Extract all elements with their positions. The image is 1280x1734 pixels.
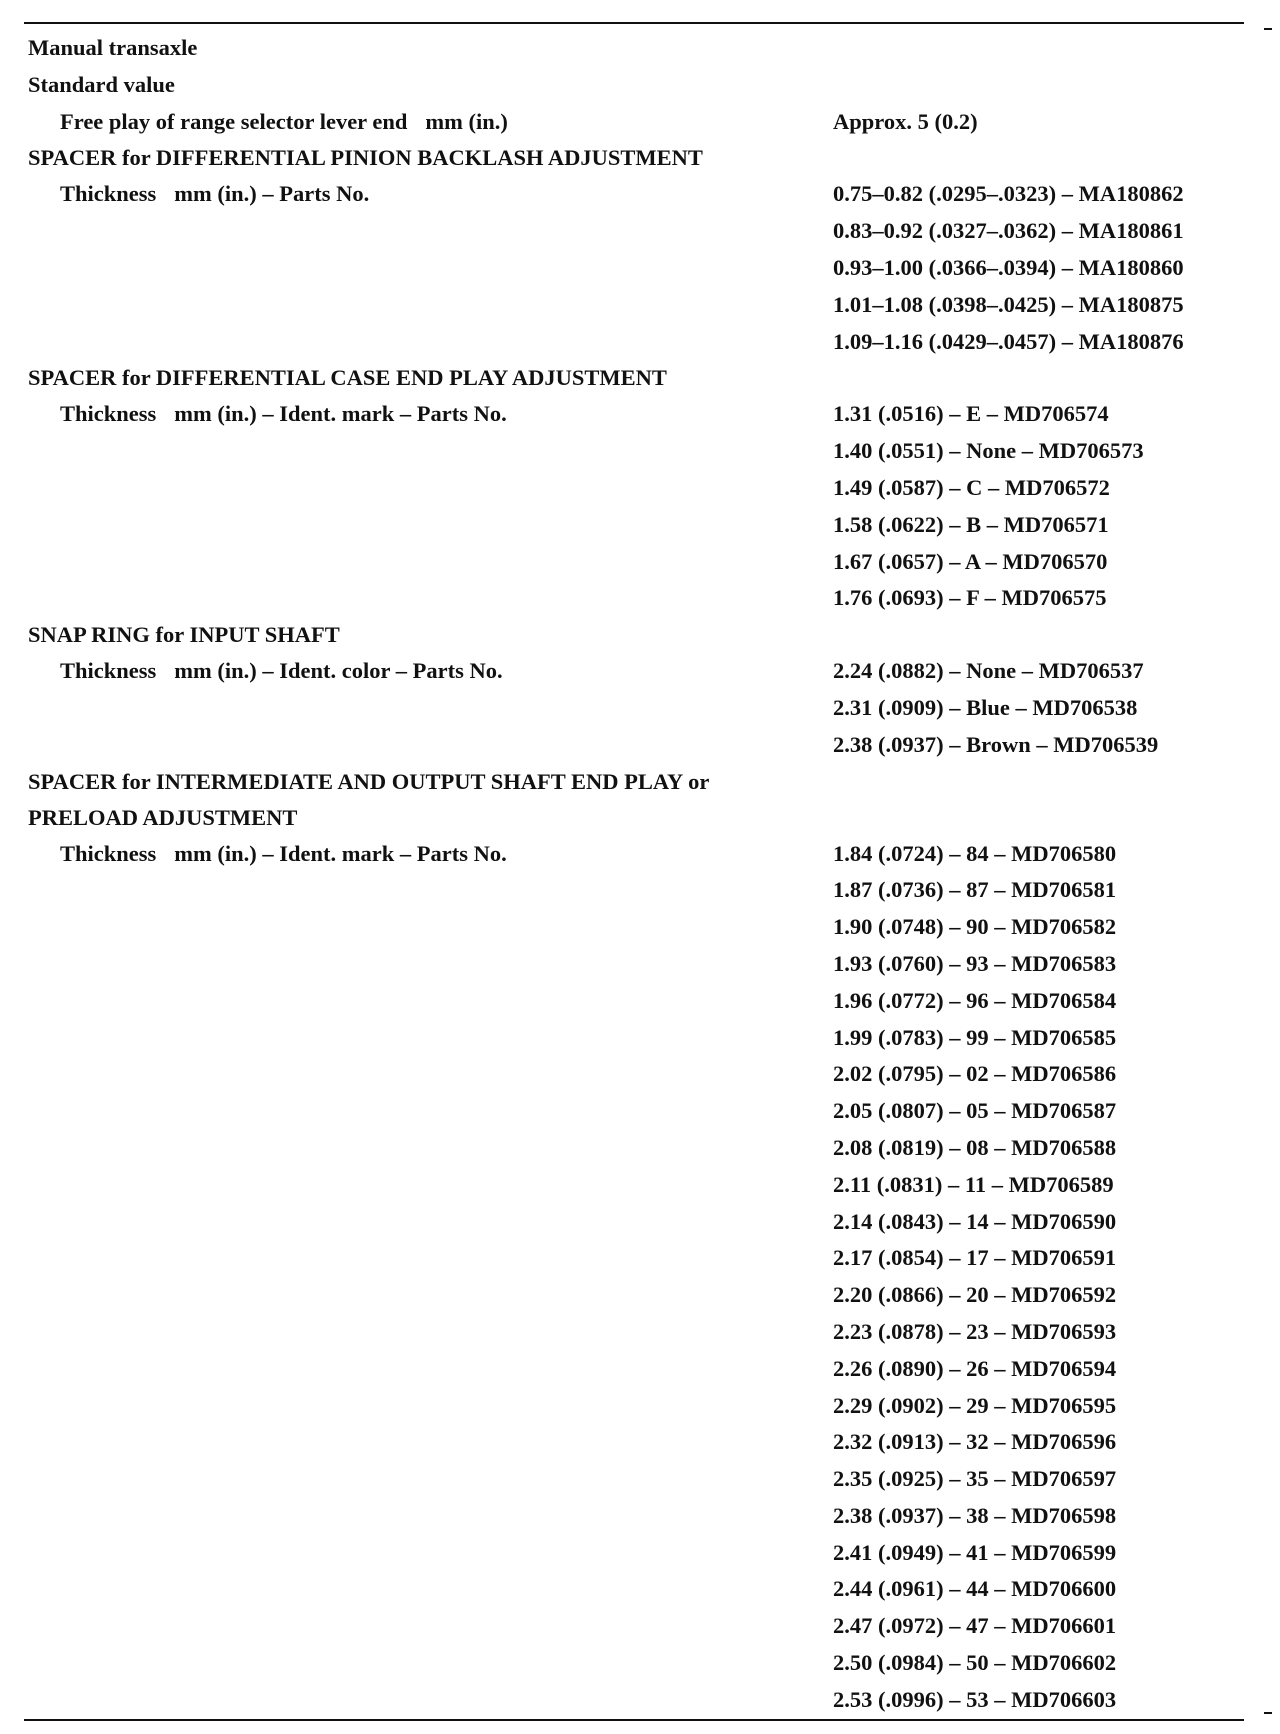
value-row <box>28 433 1248 470</box>
bottom-rule <box>24 1719 1244 1721</box>
thickness-value: 2.44 (.0961) – 44 – MD706600 <box>833 1576 1117 1602</box>
value-row <box>28 1571 1248 1608</box>
value-row <box>28 1645 1248 1682</box>
param-spec: mm (in.) – Ident. mark – Parts No. <box>174 401 507 427</box>
thickness-value: 2.14 (.0843) – 14 – MD706590 <box>833 1208 1117 1234</box>
section-heading: SPACER for DIFFERENTIAL CASE END PLAY ADJUSTMENT <box>28 365 667 391</box>
value-row <box>28 507 1248 544</box>
param-spec: mm (in.) – Ident. color – Parts No. <box>174 658 503 684</box>
value-row <box>28 653 1248 690</box>
thickness-value: 0.75–0.82 (.0295–.0323) – MA180862 <box>833 181 1184 207</box>
value-row <box>28 250 1248 287</box>
thickness-value: 2.38 (.0937) – 38 – MD706598 <box>833 1502 1117 1528</box>
param-label: Thickness <box>60 181 157 207</box>
value-row <box>28 836 1248 873</box>
value-row <box>28 1388 1248 1425</box>
thickness-value: 0.83–0.92 (.0327–.0362) – MA180861 <box>833 218 1184 244</box>
section-heading-row-2 <box>28 800 1248 836</box>
thickness-value: 2.29 (.0902) – 29 – MD706595 <box>833 1392 1117 1418</box>
thickness-value: 1.40 (.0551) – None – MD706573 <box>833 438 1144 464</box>
thickness-value: 2.31 (.0909) – Blue – MD706538 <box>833 694 1138 720</box>
section-heading-row <box>28 140 1248 176</box>
spec-section <box>28 140 1248 360</box>
free-play-label: Free play of range selector lever end <box>60 108 408 134</box>
value-row <box>28 983 1248 1020</box>
thickness-value: 2.32 (.0913) – 32 – MD706596 <box>833 1429 1117 1455</box>
thickness-value: 1.67 (.0657) – A – MD706570 <box>833 548 1108 574</box>
value-row <box>28 1056 1248 1093</box>
spec-section <box>28 360 1248 617</box>
value-row <box>28 580 1248 617</box>
value-row <box>28 1204 1248 1241</box>
thickness-value: 1.93 (.0760) – 93 – MD706583 <box>833 950 1117 976</box>
top-rule <box>24 22 1244 24</box>
value-row <box>28 1020 1248 1057</box>
thickness-value: 1.31 (.0516) – E – MD706574 <box>833 401 1109 427</box>
value-row <box>28 1424 1248 1461</box>
thickness-value: 1.76 (.0693) – F – MD706575 <box>833 585 1107 611</box>
value-row <box>28 324 1248 361</box>
value-row <box>28 1240 1248 1277</box>
thickness-value: 2.50 (.0984) – 50 – MD706602 <box>833 1650 1117 1676</box>
thickness-value: 1.58 (.0622) – B – MD706571 <box>833 511 1109 537</box>
thickness-value: 2.17 (.0854) – 17 – MD706591 <box>833 1245 1117 1271</box>
thickness-value: 2.24 (.0882) – None – MD706537 <box>833 658 1144 684</box>
thickness-value: 1.09–1.16 (.0429–.0457) – MA180876 <box>833 328 1184 354</box>
section-heading: SNAP RING for INPUT SHAFT <box>28 622 340 648</box>
value-row <box>28 1093 1248 1130</box>
thickness-value: 1.99 (.0783) – 99 – MD706585 <box>833 1024 1117 1050</box>
thickness-value: 2.08 (.0819) – 08 – MD706588 <box>833 1134 1117 1160</box>
top-edge-mark <box>1264 28 1272 30</box>
thickness-value: 1.01–1.08 (.0398–.0425) – MA180875 <box>833 291 1184 317</box>
value-row <box>28 1535 1248 1572</box>
standard-value-row <box>28 67 1248 104</box>
spec-section <box>28 617 1248 763</box>
bottom-edge-mark <box>1264 1712 1272 1714</box>
document-title: Manual transaxle <box>28 35 198 60</box>
param-spec: mm (in.) – Ident. mark – Parts No. <box>174 840 507 866</box>
spec-section <box>28 764 1248 1719</box>
value-row <box>28 176 1248 213</box>
param-label: Thickness <box>60 401 157 427</box>
free-play-value: Approx. 5 (0.2) <box>833 108 978 134</box>
section-heading-row <box>28 617 1248 653</box>
value-row <box>28 213 1248 250</box>
document-title-row <box>28 30 1248 67</box>
thickness-value: 2.41 (.0949) – 41 – MD706599 <box>833 1539 1117 1565</box>
free-play-unit: mm (in.) <box>425 108 508 134</box>
value-row <box>28 1277 1248 1314</box>
value-row <box>28 1498 1248 1535</box>
value-row <box>28 1314 1248 1351</box>
value-row <box>28 946 1248 983</box>
value-row <box>28 470 1248 507</box>
section-heading-row <box>28 360 1248 396</box>
value-row <box>28 1167 1248 1204</box>
thickness-value: 2.02 (.0795) – 02 – MD706586 <box>833 1061 1117 1087</box>
value-row <box>28 1130 1248 1167</box>
thickness-value: 2.35 (.0925) – 35 – MD706597 <box>833 1466 1117 1492</box>
thickness-value: 2.53 (.0996) – 53 – MD706603 <box>833 1686 1117 1712</box>
free-play-row <box>28 104 1248 141</box>
section-heading: SPACER for INTERMEDIATE AND OUTPUT SHAFT END PLAY or <box>28 768 710 794</box>
value-row <box>28 1461 1248 1498</box>
thickness-value: 2.26 (.0890) – 26 – MD706594 <box>833 1355 1117 1381</box>
thickness-value: 1.49 (.0587) – C – MD706572 <box>833 474 1110 500</box>
value-row <box>28 396 1248 433</box>
thickness-value: 1.87 (.0736) – 87 – MD706581 <box>833 877 1117 903</box>
spec-sections <box>28 140 1248 1718</box>
value-row <box>28 909 1248 946</box>
section-heading-row <box>28 764 1248 800</box>
param-label: Thickness <box>60 658 157 684</box>
spec-sheet <box>28 30 1248 1719</box>
value-row <box>28 872 1248 909</box>
value-row <box>28 1682 1248 1719</box>
param-spec: mm (in.) – Parts No. <box>174 181 370 207</box>
value-row <box>28 287 1248 324</box>
value-row <box>28 1351 1248 1388</box>
param-label: Thickness <box>60 840 157 866</box>
thickness-value: 2.05 (.0807) – 05 – MD706587 <box>833 1098 1117 1124</box>
standard-value-label: Standard value <box>28 71 175 97</box>
thickness-value: 2.38 (.0937) – Brown – MD706539 <box>833 731 1159 757</box>
thickness-value: 2.47 (.0972) – 47 – MD706601 <box>833 1613 1117 1639</box>
thickness-value: 2.23 (.0878) – 23 – MD706593 <box>833 1318 1117 1344</box>
thickness-value: 1.90 (.0748) – 90 – MD706582 <box>833 914 1117 940</box>
value-row <box>28 690 1248 727</box>
section-heading-continued: PRELOAD ADJUSTMENT <box>28 804 298 830</box>
thickness-value: 2.20 (.0866) – 20 – MD706592 <box>833 1282 1117 1308</box>
thickness-value: 1.84 (.0724) – 84 – MD706580 <box>833 840 1117 866</box>
value-row <box>28 544 1248 581</box>
thickness-value: 2.11 (.0831) – 11 – MD706589 <box>833 1171 1114 1197</box>
value-row <box>28 727 1248 764</box>
thickness-value: 0.93–1.00 (.0366–.0394) – MA180860 <box>833 254 1184 280</box>
section-heading: SPACER for DIFFERENTIAL PINION BACKLASH ADJUSTMENT <box>28 145 703 171</box>
thickness-value: 1.96 (.0772) – 96 – MD706584 <box>833 987 1117 1013</box>
value-row <box>28 1608 1248 1645</box>
